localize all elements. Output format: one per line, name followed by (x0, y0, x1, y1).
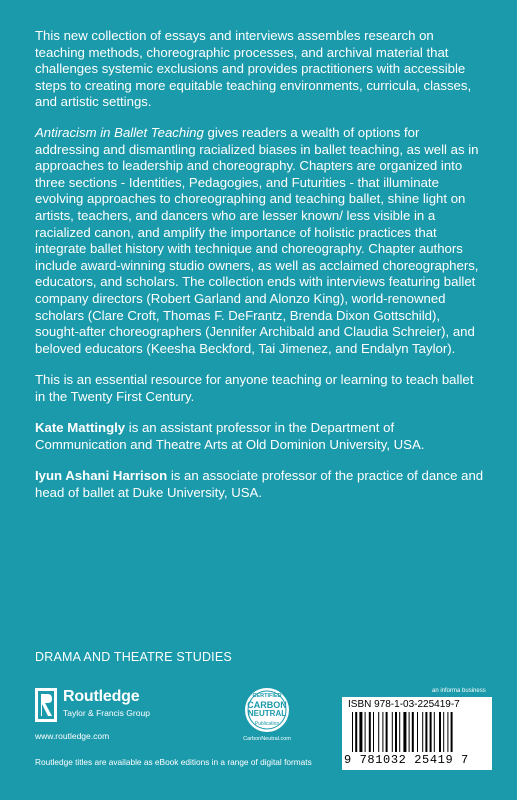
ean-digits (344, 753, 469, 767)
carbon-line-2: CARBON (247, 700, 287, 710)
barcode-bar (409, 712, 410, 752)
author-bio-body-2: is an associate professor of the practice of dance and head of ballet at Duke University, USA. (35, 468, 484, 500)
barcode-bar (434, 712, 435, 752)
barcode-bar (443, 712, 444, 752)
author-bio-1 (35, 420, 487, 453)
parent-company: an informa business (432, 688, 486, 694)
barcode-bar (439, 712, 441, 752)
description-text-3: This is an essential resource for anyone teaching or learning to teach ballet in the Twenty First Century. (35, 372, 474, 404)
barcode-bar (399, 712, 400, 752)
description-text-2 (35, 125, 487, 357)
description-paragraph-1 (35, 28, 487, 111)
publisher-name: Routledge (63, 688, 140, 705)
carbon-neutral-badge (232, 684, 302, 746)
carbon-url: CarbonNeutral.com (243, 736, 291, 742)
barcode-bar (355, 712, 357, 752)
carbon-line-4: Publication (254, 721, 280, 727)
barcode-bar (403, 712, 406, 752)
publisher-group: Taylor & Francis Group (63, 708, 150, 718)
author-bio-text-1 (35, 420, 487, 453)
barcode-bar (359, 712, 362, 752)
author-bio-text-2 (35, 468, 487, 501)
carbon-line-3: NEUTRAL (247, 709, 287, 718)
isbn-barcode (342, 697, 492, 770)
barcode-bar (382, 712, 383, 752)
barcode-bar (392, 712, 393, 752)
publisher-url: www.routledge.com (35, 731, 110, 741)
barcode-bar (425, 712, 427, 752)
subject-category: DRAMA AND THEATRE STUDIES (35, 650, 232, 664)
barcode-bar (352, 712, 353, 752)
barcode-bar (395, 712, 397, 752)
barcode-bar (451, 712, 453, 752)
barcode-bar (378, 712, 379, 752)
ean-lead-digit: 9 (344, 753, 352, 767)
routledge-logo-icon (35, 688, 57, 722)
author-bio-2 (35, 468, 487, 501)
carbon-neutral-icon (232, 684, 302, 736)
author-bio-body-1: is an assistant professor in the Department of Communication and Theatre Arts at Old Dominion University, USA. (35, 420, 425, 452)
description-paragraph-2 (35, 125, 487, 357)
barcode-bar (422, 712, 423, 752)
isbn-text: ISBN 978-1-03-225419-7 (348, 699, 460, 710)
barcode-bar (417, 712, 418, 752)
author-name-2: Iyun Ashani Harrison (35, 468, 168, 483)
author-name-1: Kate Mattingly (35, 420, 126, 435)
barcode-bar (430, 712, 432, 752)
description-paragraph-3 (35, 372, 487, 405)
barcode-bar (369, 712, 371, 752)
carbon-line-1: CERTIFIED (252, 693, 282, 699)
barcode-bar (386, 712, 388, 752)
description-text-1: This new collection of essays and interviews assembles research on teaching methods, choreographic processes, and archival material that challenges systemic exclusions and provides practitioners with accessible steps to creating more equitable teaching environments, curricula, classes, and artistic settings. (35, 28, 472, 110)
ebook-notice: Routledge titles are available as eBook editions in a range of digital formats (35, 757, 312, 767)
publisher-block (35, 688, 165, 748)
book-title: Antiracism in Ballet Teaching (35, 125, 204, 140)
description-text-2-body: gives readers a wealth of options for addressing and dismantling racialized biases in ballet teaching, as well as in approaches to leadership and choreography. Chapters are organized into three sections - Identities, Pedagogies, and Futurities - that illuminate evolving approaches to choreographing and teaching ballet, shine light on artists, teachers, and dancers who are lesser known/ less visible in a racialized canon, and amplify the importance of holistic practices that integrate ballet history with technique and choreography. Chapter authors include award-winning studio owners, as well as acclaimed choreographers, educators, and scholars. The collection ends with interviews featuring ballet company directors (Robert Garland and Alonzo King), world-renowned scholars (Clare Croft, Thomas F. DeFrantz, Brenda Dixon Gottschild), sought-after choreographers (Jennifer Archibald and Claudia Schreier), and beloved educators (Keesha Beckford, Tai Jimenez, and Endalyn Taylor). (35, 125, 479, 356)
barcode-bar (365, 712, 366, 752)
barcode-bar (373, 712, 374, 752)
ean-main-digits: 781032 25419 7 (359, 753, 469, 767)
barcode-bar (412, 712, 414, 752)
barcode-bar (447, 712, 448, 752)
